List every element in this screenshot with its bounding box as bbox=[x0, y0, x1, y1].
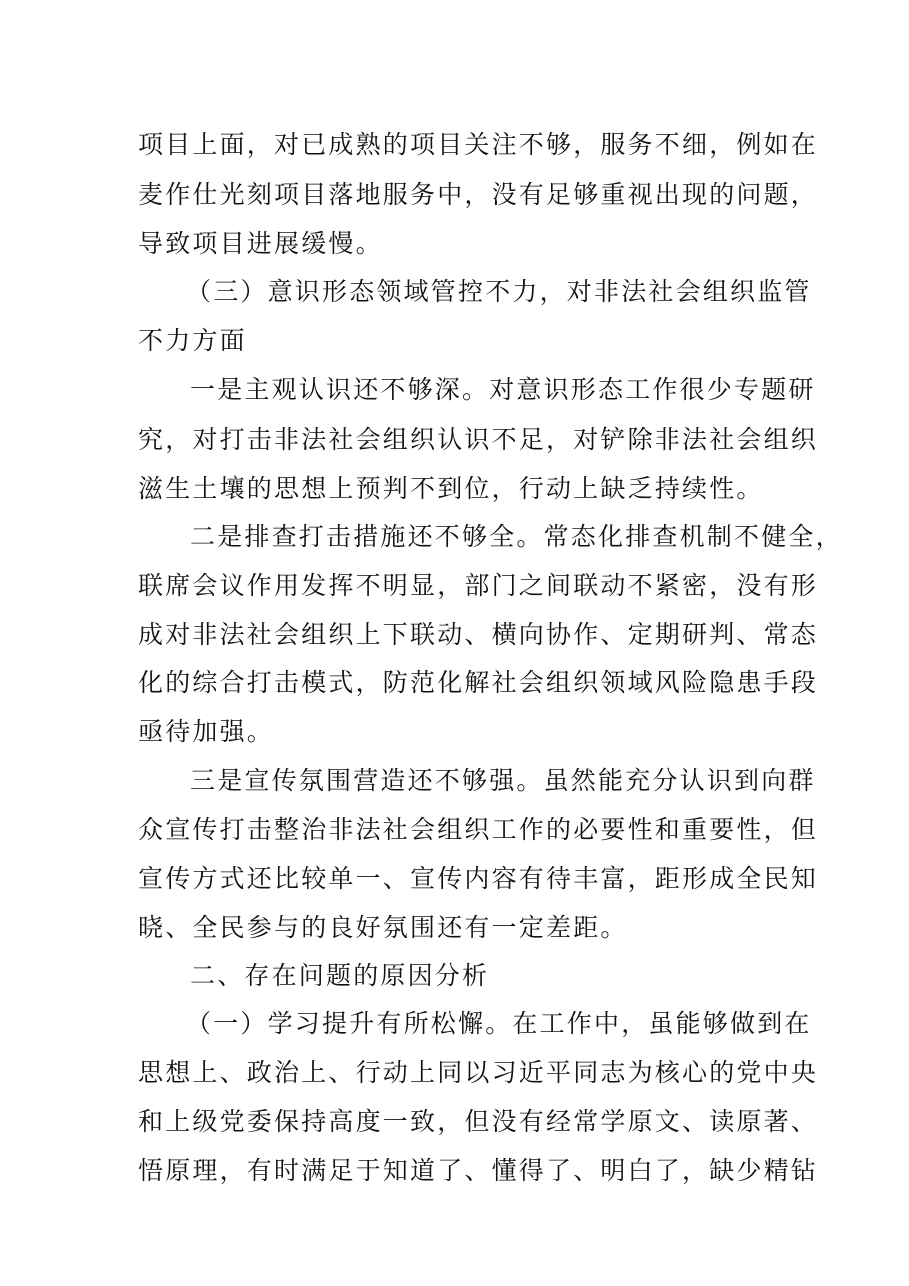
text-line: 麦作仕光刻项目落地服务中，没有足够重视出现的问题， bbox=[138, 180, 819, 209]
paragraph-first-line: （一）学习提升有所松懈。在工作中，虽能够做到在 bbox=[186, 1009, 812, 1038]
section-heading: （三）意识形态领域管控不力，对非法社会组织监管 bbox=[186, 277, 812, 306]
text-line: 项目上面，对已成熟的项目关注不够，服务不细，例如在 bbox=[138, 130, 819, 159]
text-line: 亟待加强。 bbox=[138, 717, 275, 746]
paragraph-first-line: 二是排查打击措施还不够全。常态化排查机制不健全， bbox=[190, 522, 843, 551]
text-line: 化的综合打击模式，防范化解社会组织领域风险隐患手段 bbox=[138, 668, 819, 697]
text-line: 和上级党委保持高度一致，但没有经常学原文、读原著、 bbox=[138, 1107, 819, 1136]
text-line: 晓、全民参与的良好氛围还有一定差距。 bbox=[138, 913, 628, 942]
text-line: 悟原理，有时满足于知道了、懂得了、明白了，缺少精钻 bbox=[138, 1156, 819, 1185]
text-line: 滋生土壤的思想上预判不到位，行动上缺乏持续性。 bbox=[138, 474, 764, 503]
section-heading: 二、存在问题的原因分析 bbox=[190, 961, 490, 990]
text-line: 究，对打击非法社会组织认识不足，对铲除非法社会组织 bbox=[138, 425, 819, 454]
text-line: 成对非法社会组织上下联动、横向协作、定期研判、常态 bbox=[138, 620, 819, 649]
text-line: 导致项目进展缓慢。 bbox=[138, 229, 383, 258]
text-line: 思想上、政治上、行动上同以习近平同志为核心的党中央 bbox=[138, 1058, 819, 1087]
paragraph-first-line: 三是宣传氛围营造还不够强。虽然能充分认识到向群 bbox=[190, 766, 816, 795]
text-line: 宣传方式还比较单一、宣传内容有待丰富，距形成全民知 bbox=[138, 864, 819, 893]
paragraph-first-line: 一是主观认识还不够深。对意识形态工作很少专题研 bbox=[190, 375, 816, 404]
text-line: 众宣传打击整治非法社会组织工作的必要性和重要性，但 bbox=[138, 815, 819, 844]
section-heading-continuation: 不力方面 bbox=[138, 326, 247, 355]
text-line: 联席会议作用发挥不明显，部门之间联动不紧密，没有形 bbox=[138, 571, 819, 600]
